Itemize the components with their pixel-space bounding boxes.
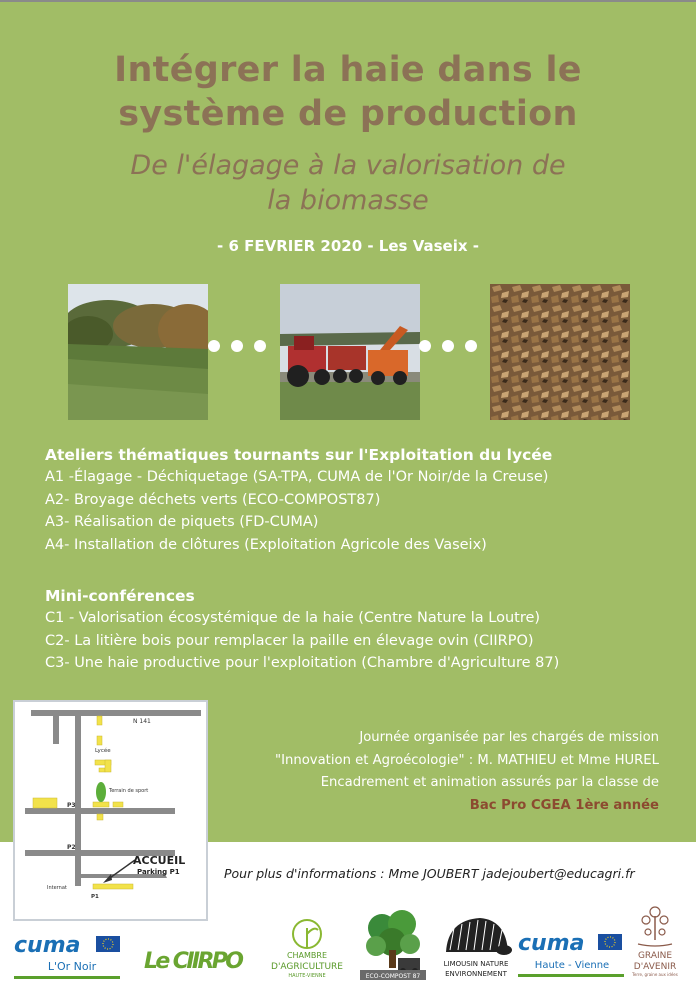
map-label-p2: P2 — [67, 844, 76, 851]
dots-separator-2 — [419, 340, 477, 352]
atelier-item: A2- Broyage déchets verts (ECO-COMPOST87) — [45, 491, 381, 508]
dot — [419, 340, 431, 352]
title-line-2: système de production — [118, 94, 578, 134]
organisation-line-3: Encadrement et animation assurés par la classe de — [320, 775, 659, 790]
graine-text-3: Terre, graine aux idées — [632, 972, 678, 977]
map-label-internat: Internat — [47, 885, 67, 891]
ciirpo-text: Le CIIRPO — [144, 949, 244, 974]
cuma-or-noir-text: L'Or Noir — [47, 960, 97, 973]
ciirpo-logo — [142, 940, 246, 978]
limousin-nature-logo — [436, 910, 516, 984]
wood-chips-photo — [490, 284, 630, 420]
map-label-p1: P1 — [91, 894, 99, 900]
atelier-item: A4- Installation de clôtures (Exploitation Agricole des Vaseix) — [45, 536, 487, 553]
chambre-text-1: CHAMBRE — [286, 951, 328, 960]
ateliers-heading: Ateliers thématiques tournants sur l'Exploitation du lycée — [45, 446, 553, 464]
hedge-photo — [68, 284, 208, 420]
atelier-item: A3- Réalisation de piquets (FD-CUMA) — [45, 514, 319, 530]
cuma-text: cuma — [14, 933, 81, 958]
conferences-section — [45, 585, 685, 675]
organisation-line-2: "Innovation et Agroécologie" : M. MATHIEU et Mme HUREL — [275, 752, 659, 768]
cuma-or-noir-logo — [12, 932, 124, 982]
map-label-n141: N 141 — [133, 718, 151, 725]
cuma-haute-vienne-logo — [516, 930, 628, 982]
top-border — [0, 0, 696, 2]
event-date: - 6 FEVRIER 2020 - Les Vaseix - — [217, 237, 479, 255]
conferences-heading: Mini-conférences — [45, 587, 195, 605]
atelier-item: A1 -Élagage - Déchiquetage (SA-TPA, CUMA de l'Or Noir/de la Creuse) — [45, 469, 549, 485]
site-map — [13, 700, 208, 921]
map-label-parking: Parking P1 — [137, 868, 180, 876]
organisation-classe: Bac Pro CGEA 1ère année — [469, 797, 659, 813]
limousin-text-2: ENVIRONNEMENT — [445, 970, 507, 978]
tractor-chipper-photo — [280, 284, 420, 420]
conference-item: C2- La litière bois pour remplacer la paille en élevage ovin (CIIRPO) — [45, 632, 534, 649]
chambre-agriculture-logo — [262, 914, 352, 984]
eco-compost-text: ECO-COMPOST 87 — [365, 973, 421, 980]
conference-item: C3- Une haie productive pour l'exploitation (Chambre d'Agriculture 87) — [45, 655, 560, 671]
dot — [465, 340, 477, 352]
title-line-1: Intégrer la haie dans le — [114, 50, 582, 90]
dot — [442, 340, 454, 352]
map-label-lycee: Lycée — [95, 748, 111, 754]
dot — [208, 340, 220, 352]
dot — [254, 340, 266, 352]
subtitle-line-2: la biomasse — [267, 185, 429, 216]
limousin-text-1: LIMOUSIN NATURE — [443, 960, 509, 968]
chambre-text-3: HAUTE-VIENNE — [288, 973, 326, 979]
cuma-text: cuma — [518, 931, 585, 956]
poster-title — [0, 48, 696, 136]
graine-text-2: D'AVENIR — [633, 962, 677, 972]
graine-avenir-logo — [628, 900, 682, 986]
chambre-text-2: D'AGRICULTURE — [271, 962, 343, 972]
conference-item: C1 - Valorisation écosystémique de la haie (Centre Nature la Loutre) — [45, 610, 541, 626]
dot — [231, 340, 243, 352]
organisation-line-1: Journée organisée par les chargés de mission — [359, 730, 659, 745]
map-label-accueil: ACCUEIL — [133, 854, 186, 867]
graine-text-1: GRAINE — [637, 951, 673, 961]
cuma-haute-vienne-text: Haute - Vienne — [534, 960, 610, 971]
subtitle-line-1: De l'élagage à la valorisation de — [130, 150, 566, 181]
dots-separator-1 — [208, 340, 266, 352]
contact-info: Pour plus d'informations : Mme JOUBERT jadejoubert@educagri.fr — [224, 866, 635, 881]
map-label-p3: P3 — [67, 802, 76, 809]
partner-logos — [0, 898, 696, 991]
eco-compost-logo — [358, 906, 428, 982]
map-label-terrain: Terrain de sport — [109, 788, 149, 794]
poster-subtitle — [0, 148, 696, 218]
organisation-text — [275, 727, 659, 817]
ateliers-section — [45, 444, 685, 556]
